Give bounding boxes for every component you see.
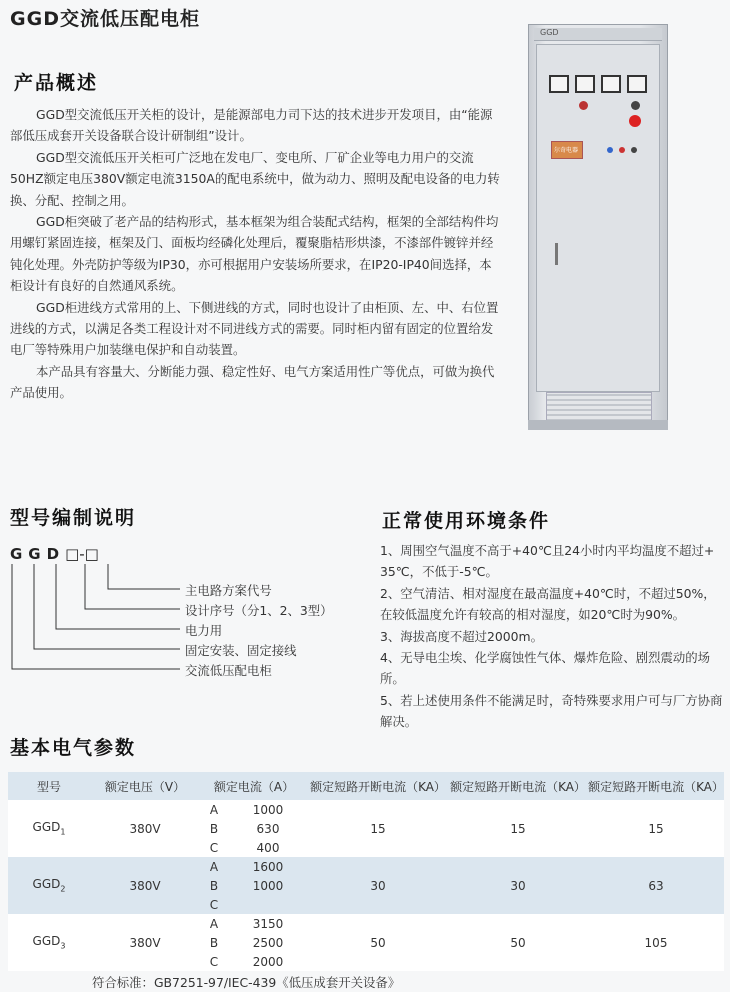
grade-cell: A [200,914,228,933]
meter-icon [575,75,595,93]
door-handle-icon [555,243,558,265]
column-header: 额定电流（A） [213,779,295,794]
column-header: 额定短路开断电流（KA） [450,779,586,794]
grade-cell: A [200,800,228,819]
breaking-current-cell: 30 [308,857,448,914]
model-cell: $GGD_2$ [8,857,90,914]
brand-logo [551,141,583,159]
legend-item: 设计序号（分1、2、3型） [185,603,333,618]
grade-cell: C [200,952,228,971]
meter-icon [601,75,621,93]
standard-note: 符合标准：GB7251-97/IEC-439《低压成套开关设备》 [92,975,401,990]
cabinet-image [528,24,668,430]
current-cell: 3150 [228,914,308,933]
model-heading: 型号编制说明 [10,507,137,529]
cabinet-label: GGD [540,28,559,37]
column-header: 额定短路开断电流（KA） [588,779,724,794]
environment-list [380,540,725,733]
overview-text [10,104,503,404]
brand-logo-text: 尔奇电器 [554,147,579,154]
breaking-current-cell: 63 [588,857,724,914]
breaking-current-cell: 50 [448,914,588,971]
voltage-cell: 380V [90,914,200,971]
current-cell: 2500 [228,933,308,952]
environment-item: 5、若上述使用条件不能满足时，奇特殊要求用户可与厂方协商解决。 [380,692,723,730]
model-cell: $GGD_1$ [8,800,90,857]
ventilation-grille [546,392,652,422]
column-header: 型号 [36,779,61,794]
environment-item: 4、无导电尘埃、化学腐蚀性气体、爆炸危险、剧烈震动的场所。 [380,650,711,687]
current-cell: 1000 [228,800,308,819]
legend-item: 电力用 [185,623,223,638]
cabinet-door [536,44,660,392]
current-cell: 2000 [228,952,308,971]
params-heading: 基本电气参数 [10,737,137,759]
indicator-lamp-icon [631,147,637,153]
cabinet-base [528,420,668,430]
current-cell: 400 [228,838,308,857]
legend-item: 固定安装、固定接线 [185,643,297,658]
grade-cell: B [200,819,228,838]
overview-heading: 产品概述 [14,72,99,94]
model-code-prefix: GGD [10,545,66,563]
cabinet-top-bar [534,28,662,41]
stop-button-icon [629,115,641,127]
environment-heading: 正常使用环境条件 [382,510,551,532]
voltage-cell: 380V [90,857,200,914]
breaking-current-cell: 15 [308,800,448,857]
current-cell: 630 [228,819,308,838]
column-header: 额定电压（V） [104,779,186,794]
grade-cell: C [200,895,228,914]
breaking-current-cell: 30 [448,857,588,914]
indicator-lamp-icon [579,101,588,110]
params-table [8,772,724,971]
table-header-row [8,772,724,800]
meter-icon [549,75,569,93]
table-row [8,857,724,876]
current-cell [228,895,308,914]
environment-item: 1、周围空气温度不高于+40℃且24小时内平均温度不超过+ 35℃，不低于-5℃。 [380,543,715,580]
model-diagram-lines [0,560,190,680]
grade-cell: B [200,876,228,895]
breaking-current-cell: 105 [588,914,724,971]
model-cell: $GGD_3$ [8,914,90,971]
environment-item: 2、空气清洁、相对湿度在最高温度+40℃时，不超过50%，在较低温度允许有较高的相对湿度，如20℃时为90%。 [380,585,716,623]
environment-item: 3、海拔高度不超过2000m。 [380,628,544,644]
indicator-lamp-icon [619,147,625,153]
model-code-suffix: □-□ [65,545,99,563]
grade-cell: B [200,933,228,952]
breaking-current-cell: 15 [448,800,588,857]
current-cell: 1000 [228,876,308,895]
table-row [8,914,724,933]
column-header: 额定短路开断电流（KA） [310,779,446,794]
overview-paragraph: GGD柜突破了老产品的结构形式，基本框架为组合装配式结构，框架的全部结构件均用螺钉紧固连接，框架及门、面板均经磷化处理后，覆聚脂桔形烘漆，不漆部件镀锌并经钝化处理。外壳防护等级为IP30，亦可根据用户安装场所要求，在IP20-IP40间选择，本柜设计有良好的自然通风系统。 [10,214,499,294]
indicator-lamp-icon [607,147,613,153]
overview-paragraph: GGD型交流低压开关柜可广泛地在发电厂、变电所、厂矿企业等电力用户的交流50HZ额定电压380V额定电流3150A的配电系统中，做为动力、照明及配电设备的电力转换、分配、控制之用。 [10,149,500,208]
indicator-lamp-icon [631,101,640,110]
grade-cell: A [200,857,228,876]
page-title: GGD交流低压配电柜 [10,8,200,30]
meter-icon [627,75,647,93]
overview-paragraph: GGD型交流低压开关柜的设计，是能源部电力司下达的技术进步开发项目，由“能源部低压成套开关设备联合设计研制组”设计。 [10,107,493,144]
overview-paragraph: GGD柜进线方式常用的上、下侧进线的方式，同时也设计了由柜顶、左、中、右位置进线的方式，以满足各类工程设计对不同进线方式的需要。同时柜内留有固定的位置给发电厂等特殊用户加装继电保护和自动装置。 [10,299,499,358]
voltage-cell: 380V [90,800,200,857]
table-row [8,800,724,819]
legend-item: 主电路方案代号 [185,583,272,598]
overview-paragraph: 本产品具有容量大、分断能力强、稳定性好、电气方案适用性广等优点，可做为换代产品使用。 [10,363,495,401]
grade-cell: C [200,838,228,857]
breaking-current-cell: 50 [308,914,448,971]
current-cell: 1600 [228,857,308,876]
legend-item: 交流低压配电柜 [185,663,272,678]
breaking-current-cell: 15 [588,800,724,857]
